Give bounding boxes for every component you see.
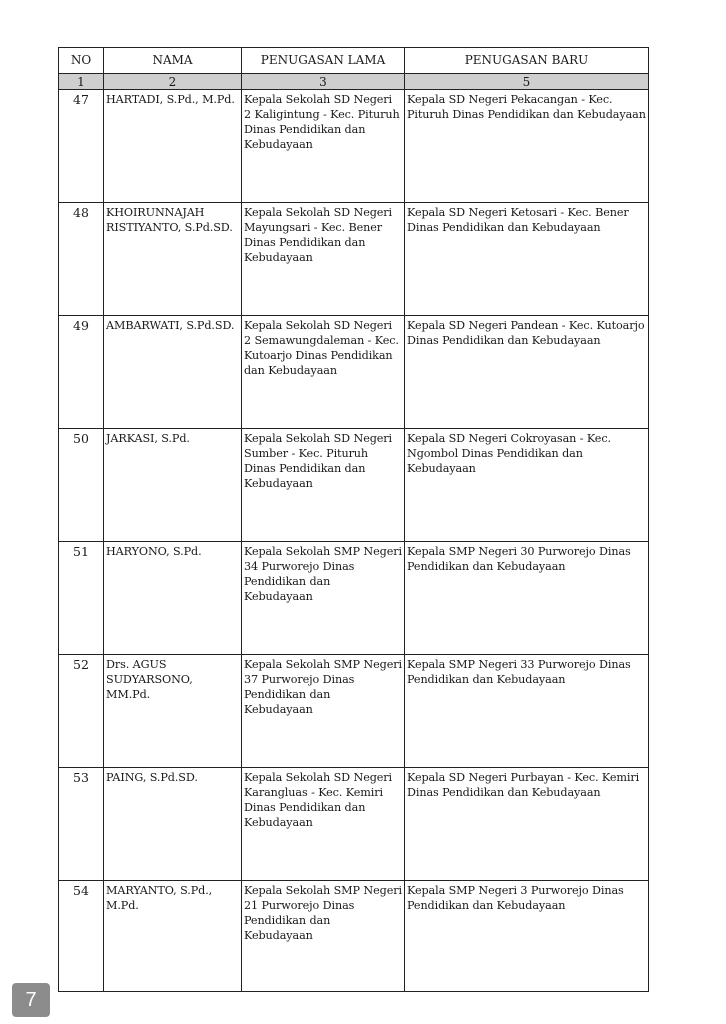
column-index-row (59, 74, 649, 90)
row-no: 53 (59, 768, 104, 881)
header-no: NO (59, 48, 104, 74)
table-row (59, 316, 649, 429)
row-nama: Drs. AGUS SUDYARSONO, MM.Pd. (104, 655, 242, 768)
row-no: 54 (59, 881, 104, 992)
row-penugasan-baru: Kepala SMP Negeri 30 Purworejo Dinas Pendidikan dan Kebudayaan (405, 542, 649, 655)
row-nama: KHOIRUNNAJAH RISTIYANTO, S.Pd.SD. (104, 203, 242, 316)
table-row (59, 429, 649, 542)
table-row (59, 768, 649, 881)
row-no: 52 (59, 655, 104, 768)
row-penugasan-baru: Kepala SMP Negeri 33 Purworejo Dinas Pendidikan dan Kebudayaan (405, 655, 649, 768)
header-nama: NAMA (104, 48, 242, 74)
row-penugasan-baru: Kepala SD Negeri Ketosari - Kec. Bener Dinas Pendidikan dan Kebudayaan (405, 203, 649, 316)
row-penugasan-baru: Kepala SD Negeri Pekacangan - Kec. Pituruh Dinas Pendidikan dan Kebudayaan (405, 90, 649, 203)
row-nama: AMBARWATI, S.Pd.SD. (104, 316, 242, 429)
row-nama: HARYONO, S.Pd. (104, 542, 242, 655)
row-penugasan-baru: Kepala SMP Negeri 3 Purworejo Dinas Pendidikan dan Kebudayaan (405, 881, 649, 992)
row-nama: MARYANTO, S.Pd., M.Pd. (104, 881, 242, 992)
table-row (59, 203, 649, 316)
page-number-badge: 7 (12, 983, 50, 1017)
table-row (59, 655, 649, 768)
row-nama: HARTADI, S.Pd., M.Pd. (104, 90, 242, 203)
row-no: 47 (59, 90, 104, 203)
row-penugasan-lama: Kepala Sekolah SMP Negeri 37 Purworejo Dinas Pendidikan dan Kebudayaan (242, 655, 405, 768)
table-row (59, 542, 649, 655)
table-row (59, 90, 649, 203)
row-no: 48 (59, 203, 104, 316)
table-header-row (59, 48, 649, 74)
header-penugasan-lama: PENUGASAN LAMA (242, 48, 405, 74)
row-no: 49 (59, 316, 104, 429)
row-no: 51 (59, 542, 104, 655)
row-penugasan-lama: Kepala Sekolah SMP Negeri 34 Purworejo Dinas Pendidikan dan Kebudayaan (242, 542, 405, 655)
index-no: 1 (59, 74, 104, 90)
header-penugasan-baru: PENUGASAN BARU (405, 48, 649, 74)
row-nama: JARKASI, S.Pd. (104, 429, 242, 542)
row-penugasan-lama: Kepala Sekolah SMP Negeri 21 Purworejo Dinas Pendidikan dan Kebudayaan (242, 881, 405, 992)
index-lama: 3 (242, 74, 405, 90)
row-penugasan-baru: Kepala SD Negeri Cokroyasan - Kec. Ngombol Dinas Pendidikan dan Kebudayaan (405, 429, 649, 542)
row-penugasan-lama: Kepala Sekolah SD Negeri Mayungsari - Kec. Bener Dinas Pendidikan dan Kebudayaan (242, 203, 405, 316)
row-nama: PAING, S.Pd.SD. (104, 768, 242, 881)
row-penugasan-lama: Kepala Sekolah SD Negeri Sumber - Kec. Pituruh Dinas Pendidikan dan Kebudayaan (242, 429, 405, 542)
row-no: 50 (59, 429, 104, 542)
row-penugasan-baru: Kepala SD Negeri Pandean - Kec. Kutoarjo Dinas Pendidikan dan Kebudayaan (405, 316, 649, 429)
index-baru: 5 (405, 74, 649, 90)
row-penugasan-lama: Kepala Sekolah SD Negeri 2 Semawungdaleman - Kec. Kutoarjo Dinas Pendidikan dan Kebudayaan (242, 316, 405, 429)
row-penugasan-lama: Kepala Sekolah SD Negeri Karangluas - Kec. Kemiri Dinas Pendidikan dan Kebudayaan (242, 768, 405, 881)
row-penugasan-baru: Kepala SD Negeri Purbayan - Kec. Kemiri Dinas Pendidikan dan Kebudayaan (405, 768, 649, 881)
assignment-table (58, 47, 649, 992)
row-penugasan-lama: Kepala Sekolah SD Negeri 2 Kaligintung - Kec. Pituruh Dinas Pendidikan dan Kebudayaan (242, 90, 405, 203)
index-nama: 2 (104, 74, 242, 90)
table-row (59, 881, 649, 992)
